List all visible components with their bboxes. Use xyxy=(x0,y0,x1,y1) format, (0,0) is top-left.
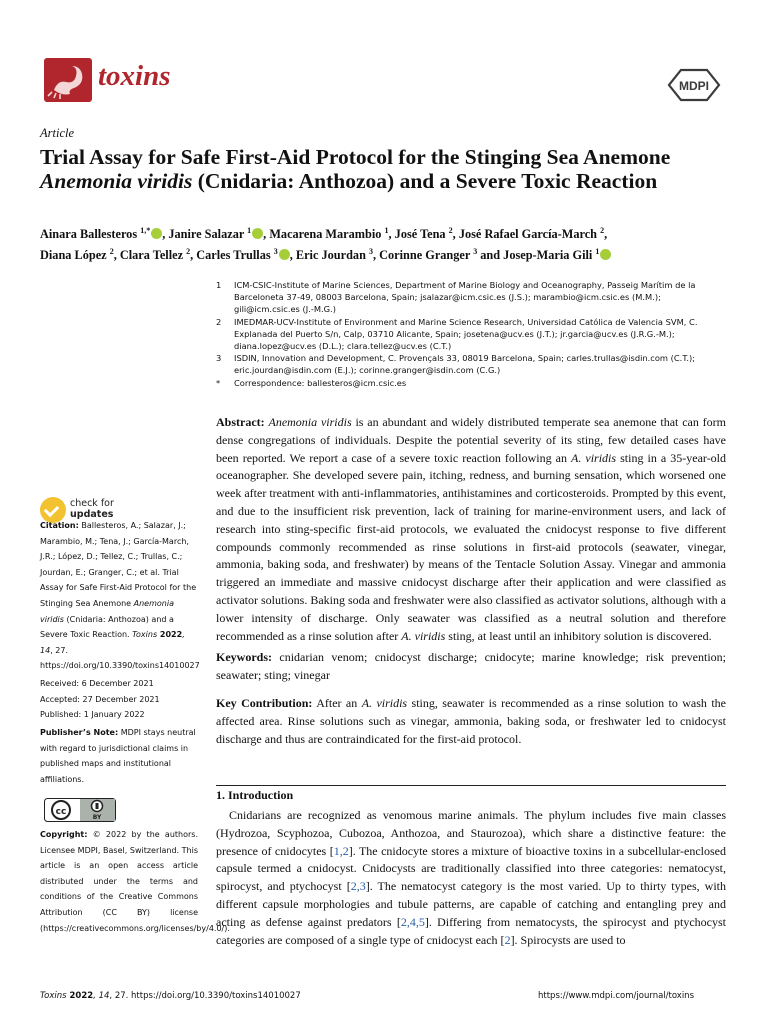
cc-by-license-icon[interactable] xyxy=(44,798,116,822)
affiliations xyxy=(216,279,726,389)
journal-name: toxins xyxy=(98,60,171,92)
orcid-icon[interactable] xyxy=(600,249,611,260)
orcid-icon[interactable] xyxy=(279,249,290,260)
article-type: Article xyxy=(40,126,75,140)
section-divider xyxy=(216,785,726,786)
affiliation: 1 ICM-CSIC-Institute of Marine Sciences, Department of Marine Biology and Oceanography, Passeig Marítim de la Barceloneta 37-49, 08003 Barcelona, Spain; jsalazar@icm.csic.es (J.S.); marambio@icm.csic.es (M.M.); gili@icm.csic.es (J.-M.G.) xyxy=(216,280,696,315)
title-species: Anemonia viridis xyxy=(40,169,193,193)
published-date: Published: 1 January 2022 xyxy=(40,710,145,720)
received-date: Received: 6 December 2021 xyxy=(40,679,154,688)
abstract: Abstract: Anemonia viridis is an abundant and widely distributed temperate sea anemone that can form dense congregations of individuals. Despite the potential severity of its sting, few detailed cases have been reported. We report a case of a severe toxic reaction following an A. viridis sting in a 35-year-old oceanographer. She developed severe pain, itching, redness, and burning sensation, which worsened one week after treatment with anti-inflammatories, antihistamines and corticosteroids. Prompted by this event, and due to the insufficient risk prevention, lack of training for marine-environment users, and lack of research into sting-specific first-aid protocols, we evaluated the cnidocyst response to five different compounds commonly recommended as rinse solutions in first-aid protocols (seawater, vinegar, ammonia, baking soda, and freshwater) by means of the Tentacle Solution Assay. Vinegar and ammonia triggered an immediate and massive cnidocyst discharge after their application and were classified as activator solutions. Baking soda and freshwater were also classified as activator solutions, although with a lower intensity of discharge. Only seawater was classified as a neutral solution and therefore recommended as a rinse solution after A. viridis sting, at least until an inhibitory solution is discovered. xyxy=(216,415,727,643)
reference-link[interactable]: 1,2 xyxy=(333,843,349,858)
mdpi-logo xyxy=(667,68,721,102)
key-contribution: Key Contribution: After an A. viridis sting, seawater is recommended as a rinse solution to wash the affected area. Rinse solutions such as vinegar, ammonia, baking soda, or freshwater led to cnidocyst discharge and thus are contraindicated for the first-aid protocol. xyxy=(216,696,726,746)
publication-dates xyxy=(40,676,198,723)
section-heading: 1. Introduction xyxy=(216,788,294,802)
introduction-paragraph: Cnidarians are recognized as venomous marine animals. The phylum includes five main classes (Hydrozoa, Scyphozoa, Cubozoa, Anthozoa, and Staurozoa), which share a distinctive feature: the presence of cnidocytes [1,2]. The cnidocyte stores a mixture of bioactive toxins in a subcellular-enclosed capsule termed a cnidocyst. Cnidocysts are traditionally classified into three categories: nematocyst, spirocyst, and ptychocyst [2,3]. The nematocyst category is the most varied. Up to thirty types, with different capsule morphologies and tubule patterns, are capable of catching and entangling prey and acting as defense against predators [2,4,5]. Differing from nematocysts, the spirocyst and ptychocyst categories are composed of a single type of cnidocyst each [2]. Spirocysts are used to xyxy=(216,808,726,947)
scorpion-icon xyxy=(44,58,92,102)
affiliation: 2 IMEDMAR-UCV-Institute of Environment and Marine Science Research, Universidad Católica de Valencia SVM, C. Explanada del Puerto S/n, Calp, 03710 Alicante, Spain; josetena@ucv.es (J.T.); jr.garcia@ucv.es (J.R.G.-M.); diana.lopez@ucv.es (D.L.); clara.tellez@ucv.es (C.T.) xyxy=(216,316,698,352)
reference-link[interactable]: 2,4,5 xyxy=(400,914,425,929)
check-for-updates-button[interactable]: check for updates xyxy=(40,497,160,523)
journal-logo xyxy=(44,58,92,102)
author-list: Ainara Ballesteros $^{1,*}$ , Janire Salazar $^1$ , Macarena Marambio $^1$, José Tena $^2$, José Rafael García-March $^2$, Diana López $^2$, Clara Tellez $^2$, Carles Trullas $^3$ , Eric Jourdan $^3$, Corinne Granger $^3$ and Josep-Maria Gili $^1$ xyxy=(40,222,740,264)
footer-journal-url[interactable]: https://www.mdpi.com/journal/toxins xyxy=(538,991,694,1001)
keywords: Keywords: cnidarian venom; cnidocyst discharge; cnidocyte; marine knowledge; risk prevention; seawater; sting; vinegar xyxy=(216,650,726,682)
citation: Citation: Ballesteros, A.; Salazar, J.; Marambio, M.; Tena, J.; García-March, J.R.; López, D.; Tellez, C.; Trullas, C.; Jourdan, E.; Granger, C.; et al. Trial Assay for Safe First-Aid Protocol for the Stinging Sea Anemone Anemonia viridis (Cnidaria: Anthozoa) and a Severe Toxic Reaction. Toxins 2022, 14, 27. https://doi.org/10.3390/toxins14010027 xyxy=(40,521,200,671)
publishers-note: Publisher’s Note: MDPI stays neutral with regard to jurisdictional claims in published maps and institutional affiliations. xyxy=(40,728,196,784)
svg-text:cc: cc xyxy=(55,807,67,817)
accepted-date: Accepted: 27 December 2021 xyxy=(40,694,160,704)
article-title: Trial Assay for Safe First-Aid Protocol for the Stinging Sea Anemone Anemonia viridis (Cnidaria: Anthozoa) and a Severe Toxic Reaction xyxy=(40,145,671,193)
correspondence: * Correspondence: ballesteros@icm.csic.es xyxy=(216,377,407,388)
reference-link[interactable]: 2 xyxy=(504,932,511,947)
orcid-icon[interactable] xyxy=(151,228,162,239)
affiliation: 3 ISDIN, Innovation and Development, C. Provençals 33, 08019 Barcelona, Spain; carles.trullas@isdin.com (C.T.); eric.jourdan@isdin.com (E.J.); corinne.granger@isdin.com (C.G.) xyxy=(216,353,696,376)
publisher-name: MDPI xyxy=(679,79,709,93)
svg-text:BY: BY xyxy=(92,814,102,821)
orcid-icon[interactable] xyxy=(252,228,263,239)
reference-link[interactable]: 2,3 xyxy=(350,879,366,894)
footer-citation: Toxins 2022, 14, 27. https://doi.org/10.3390/toxins14010027 xyxy=(40,991,301,1001)
copyright-notice: Copyright: © 2022 by the authors. Licensee MDPI, Basel, Switzerland. This article is an open access article distributed under the terms and conditions of the Creative Commons Attribution (CC BY) license (https://creativecommons.org/licenses/by/4.0/). xyxy=(40,830,230,933)
